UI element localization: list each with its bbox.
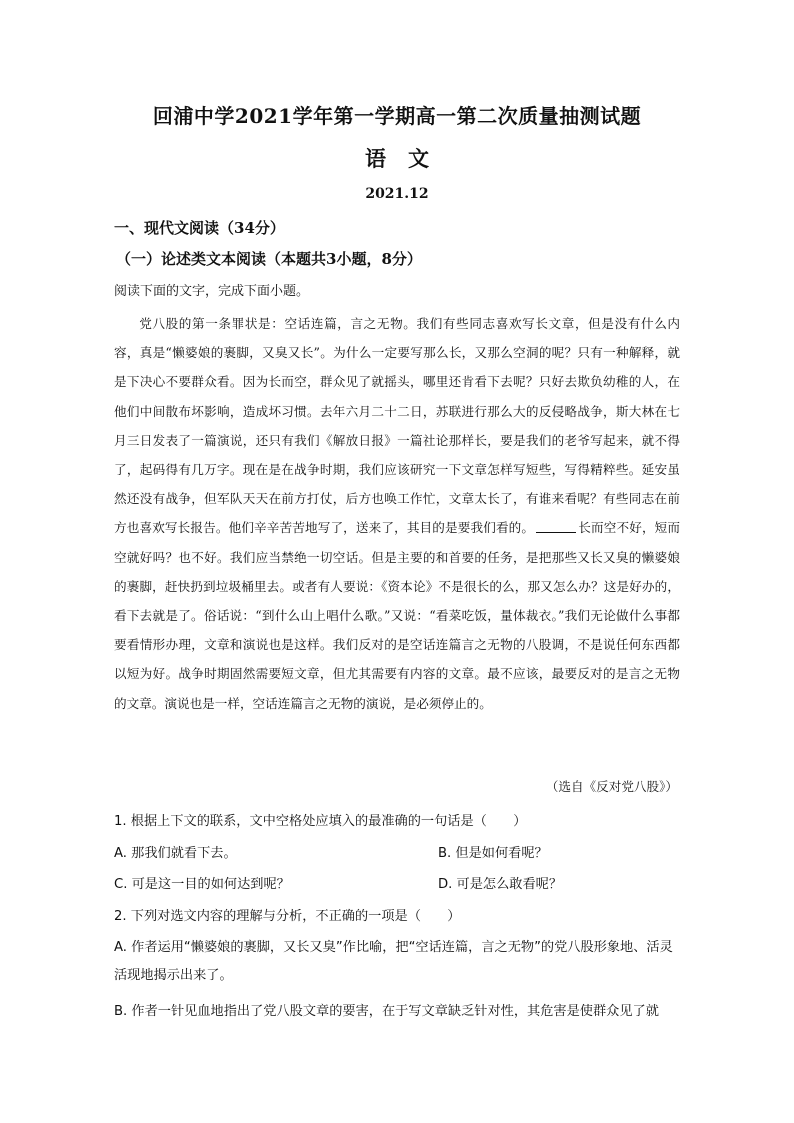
question-1-option-d: D. 可是怎么敢看呢？ <box>438 877 563 892</box>
subject-title: 语文 <box>365 146 451 171</box>
passage-text-part2: 长而空不好，短而空就好吗？也不好。我们应当禁绝一切空话。但是主要的和首要的任务，是把那些又长又臭的懒婆娘的裹脚，赶快扔到垃圾桶里去。或者有人要说：《资本论》不是很长的么，那又怎么办？这是好办的，看下去就是了。俗话说：“到什么山上唱什么歌。”又说：“看菜吃饭，量体裁衣。”我们无论做什么事都要看情形办理，文章和演说也是这样。我们反对的是空话连篇言之无物的八股调，不是说任何东西都以短为好。战争时期固然需要短文章，但尤其需要有内容的文章。最不应该，最要反对的是言之无物的文章。演说也是一样，空话连篇言之无物的演说，是必须停止的。 <box>114 520 681 711</box>
question-1-option-b: B. 但是如何看呢？ <box>438 846 548 861</box>
exam-date: 2021.12 <box>365 186 429 202</box>
passage-source: （选自《反对党八股》） <box>545 779 678 794</box>
question-1-option-a: A. 那我们就看下去。 <box>114 846 237 861</box>
exam-title: 回浦中学2021学年第一学期高一第二次质量抽测试题 <box>152 104 642 128</box>
fill-in-blank <box>536 520 576 533</box>
question-2-option-a: A. 作者运用“懒婆娘的裹脚，又长又臭”作比喻，把“空话连篇，言之无物”的党八股形象地、活灵活现地揭示出来了。 <box>114 940 673 983</box>
question-1-option-c: C. 可是这一目的如何达到呢？ <box>114 877 290 892</box>
question-1-stem: 1. 根据上下文的联系，文中空格处应填入的最准确的一句话是（ ） <box>114 814 527 829</box>
reading-instruction: 阅读下面的文字，完成下面小题。 <box>114 284 310 299</box>
reading-passage <box>114 309 680 718</box>
passage-text-part1: 党八股的第一条罪状是：空话连篇，言之无物。我们有些同志喜欢写长文章，但是没有什么内容，真是“懒婆娘的裹脚，又臭又长”。为什么一定要写那么长，又那么空洞的呢？只有一种解释，就是下决心不要群众看。因为长而空，群众见了就摇头，哪里还肯看下去呢？只好去欺负幼稚的人，在他们中间散布坏影响，造成坏习惯。去年六月二十二日，苏联进行那么大的反侵略战争，斯大林在七月三日发表了一篇演说，还只有我们《解放日报》一篇社论那样长，要是我们的老爷写起来，就不得了，起码得有几万字。现在是在战争时期，我们应该研究一下文章怎样写短些，写得精粹些。延安虽然还没有战争，但军队天天在前方打仗，后方也唤工作忙，文章太长了，有谁来看呢？有些同志在前方也喜欢写长报告。他们辛辛苦苦地写了，送来了，其目的是要我们看的。 <box>114 316 680 536</box>
subsection-heading: （一）论述类文本阅读（本题共3小题，8分） <box>116 250 422 268</box>
question-2-option-b: B. 作者一针见血地指出了党八股文章的要害，在于写文章缺乏针对性，其危害是使群众见了就 <box>114 1004 659 1019</box>
section-heading: 一、现代文阅读（34分） <box>114 219 285 237</box>
question-2-stem: 2. 下列对选文内容的理解与分析，不正确的一项是（ ） <box>114 909 461 924</box>
